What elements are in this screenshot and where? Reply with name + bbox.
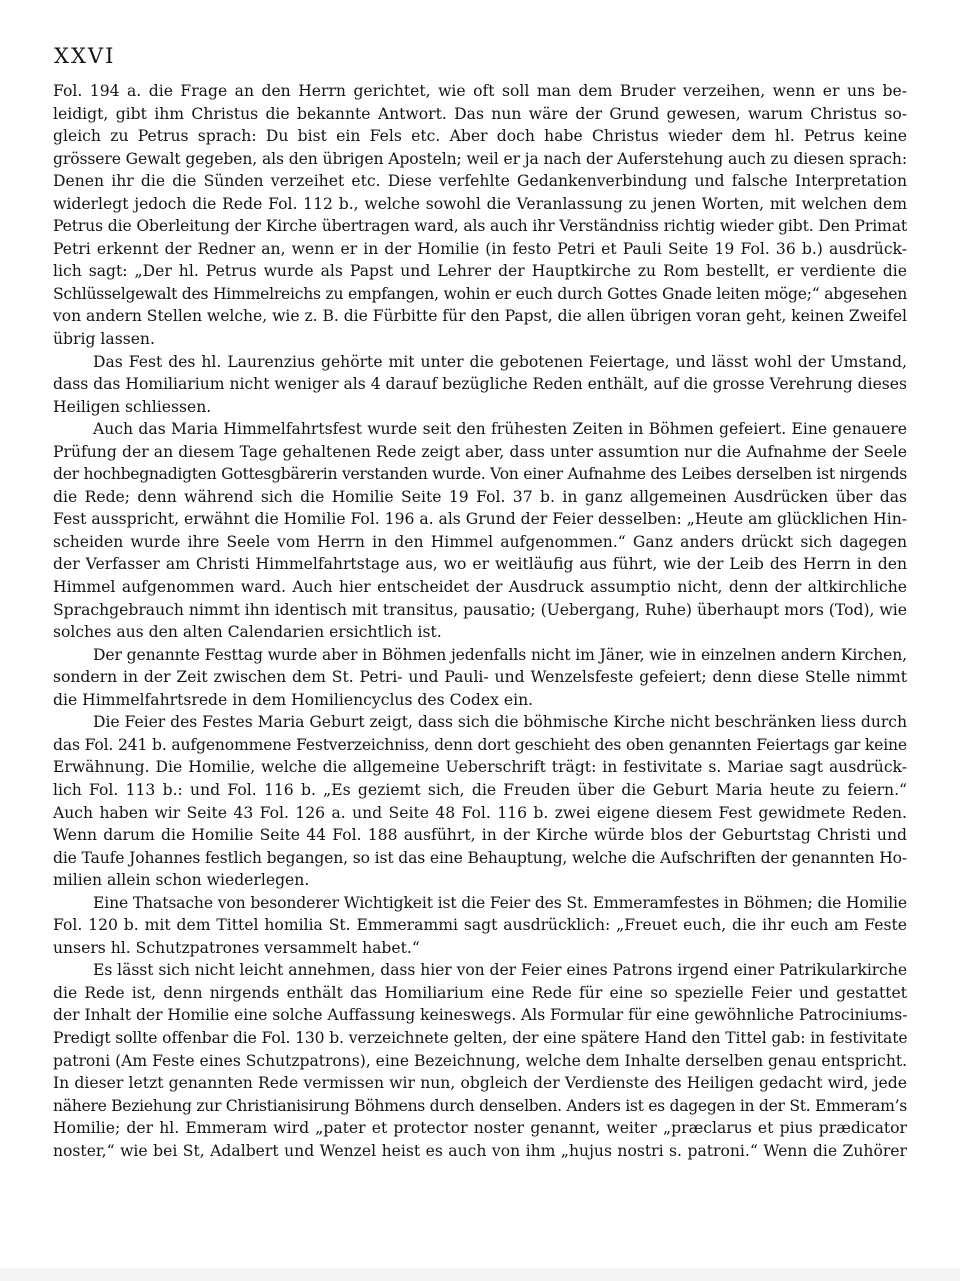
- text-line: lich Fol. 113 b.: und Fol. 116 b. „Es geziemt sich, die Freuden über die Geburt Maria heute zu feiern.“: [53, 780, 907, 799]
- text-line: Es lässt sich nicht leicht annehmen, dass hier von der Feier eines Patrons irgend einer Patrikularkirche: [93, 961, 907, 980]
- text-line: der Inhalt der Homilie eine solche Auffassung keineswegs. Als Formular für eine gewöhnliche Patrociniums-: [53, 1006, 908, 1025]
- text-line: Schlüsselgewalt des Himmelreichs zu empfangen, wohin er euch durch Gottes Gnade leiten möge;“ abgesehen: [53, 284, 907, 303]
- text-line: patroni (Am Feste eines Schutzpatrons), eine Bezeichnung, welche dem Inhalte derselben genau entspricht.: [53, 1051, 907, 1070]
- text-line: scheiden wurde ihre Seele vom Herrn in den Himmel aufgenommen.“ Ganz anders drückt sich dagegen: [53, 532, 907, 551]
- text-line: nähere Beziehung zur Christianisirung Böhmens durch denselben. Anders ist es dagegen in der St. Emmeram’s: [53, 1096, 907, 1115]
- text-line: Erwähnung. Die Homilie, welche die allgemeine Ueberschrift trägt: in festivitate s. Mariae sagt ausdrück-: [53, 758, 907, 777]
- text-line: Petri erkennt der Redner an, wenn er in der Homilie (in festo Petri et Pauli Seite 19 Fol. 36 b.) ausdrück-: [53, 239, 907, 258]
- text-line: Denen ihr die die Sünden verzeihet etc. Diese verfehlte Gedankenverbindung und falsche Interpretation: [53, 172, 907, 191]
- text-line: gleich zu Petrus sprach: Du bist ein Fels etc. Aber doch habe Christus wieder dem hl. Petrus keine: [53, 127, 907, 146]
- text-line: Auch das Maria Himmelfahrtsfest wurde seit den frühesten Zeiten in Böhmen gefeiert. Eine genauere: [93, 420, 907, 439]
- text-line: leidigt, gibt ihm Christus die bekannte Antwort. Das nun wäre der Grund gewesen, warum Christus so-: [53, 104, 907, 123]
- text-line: Eine Thatsache von besonderer Wichtigkeit ist die Feier des St. Emmeramfestes in Böhmen; die Homilie: [93, 893, 907, 912]
- text-line: Homilie; der hl. Emmeram wird „pater et protector noster genannt, weiter „præclarus et pius prædicator: [53, 1119, 907, 1138]
- text-line: die Rede ist, denn nirgends enthält das Homiliarium eine Rede für eine so spezielle Feier und gestattet: [53, 983, 907, 1002]
- page-number: XXVI: [54, 44, 116, 68]
- text-line: widerlegt jedoch die Rede Fol. 112 b., welche sowohl die Veranlassung zu jenen Worten, mit welchen dem: [53, 194, 907, 213]
- text-line: die Rede; denn während sich die Homilie Seite 19 Fol. 37 b. in ganz allgemeinen Ausdrücken über das: [53, 487, 907, 506]
- text-line: der hochbegnadigten Gottesgbärerin verstanden wurde. Von einer Aufnahme des Leibes derselben ist nirgends: [53, 465, 907, 484]
- text-line: Himmel aufgenommen ward. Auch hier entscheidet der Ausdruck assumptio nicht, denn der altkirchliche: [53, 578, 907, 597]
- text-line: übrig lassen.: [53, 330, 155, 349]
- body-text: [53, 80, 907, 1162]
- text-line: Fol. 194 a. die Frage an den Herrn gerichtet, wie oft soll man dem Bruder verzeihen, wenn er uns be-: [53, 82, 907, 100]
- text-line: Petrus die Oberleitung der Kirche übertragen ward, als auch ihr Verständniss richtig wieder gibt. Den Primat: [53, 217, 907, 236]
- text-line: Sprachgebrauch nimmt ihn identisch mit transitus, pausatio; (Uebergang, Ruhe) überhaupt mors (Tod), wie: [53, 600, 907, 619]
- text-line: Der genannte Festtag wurde aber in Böhmen jedenfalls nicht im Jäner, wie in einzelnen andern Kirchen,: [93, 645, 908, 664]
- text-line: die Taufe Johannes festlich begangen, so ist das eine Behauptung, welche die Aufschriften der genannten Ho-: [53, 848, 907, 867]
- text-line: von andern Stellen welche, wie z. B. die Fürbitte für den Papst, die allen übrigen voran geht, keinen Zweifel: [53, 307, 907, 326]
- text-line: sondern in der Zeit zwischen dem St. Petri- und Pauli- und Wenzelsfeste gefeiert; denn diese Stelle nimmt: [53, 668, 907, 687]
- text-line: unsers hl. Schutzpatrones versammelt habet.“: [53, 938, 420, 957]
- text-line: noster,“ wie bei St, Adalbert und Wenzel heist es auch von ihm „hujus nostri s. patroni.“ Wenn die Zuhörer: [53, 1141, 907, 1160]
- text-line: Prüfung der an diesem Tage gehaltenen Rede zeigt aber, dass unter assumtion nur die Aufnahme der Seele: [53, 442, 907, 461]
- text-line: grössere Gewalt gegeben, als den übrigen Aposteln; weil er ja nach der Auferstehung auch zu diesen sprach:: [53, 149, 908, 168]
- text-line: Auch haben wir Seite 43 Fol. 126 a. und Seite 48 Fol. 116 b. zwei eigene diesem Fest gewidmete Reden.: [53, 803, 907, 822]
- text-line: Fol. 120 b. mit dem Tittel homilia St. Emmerammi sagt ausdrücklich: „Freuet euch, die ihr euch am Feste: [53, 916, 907, 935]
- text-line: der Verfasser am Christi Himmelfahrtstage aus, wo er weitläufig aus führt, wie der Leib des Herrn in den: [53, 555, 907, 574]
- text-line: solches aus den alten Calendarien ersichtlich ist.: [53, 623, 442, 642]
- text-line: das Fol. 241 b. aufgenommene Festverzeichniss, denn dort geschieht des oben genannten Feiertags gar keine: [53, 735, 907, 754]
- text-line: Fest ausspricht, erwähnt die Homilie Fol. 196 a. als Grund der Feier desselben: „Heute am glücklichen Hin-: [53, 510, 907, 529]
- text-line: Das Fest des hl. Laurenzius gehörte mit unter die gebotenen Feiertage, und lässt wohl der Umstand,: [93, 352, 907, 371]
- text-line: Heiligen schliessen.: [53, 397, 212, 416]
- text-line: lich sagt: „Der hl. Petrus wurde als Papst und Lehrer der Hauptkirche zu Rom bestellt, er verdiente die: [53, 262, 907, 281]
- text-line: In dieser letzt genannten Rede vermissen wir nun, obgleich der Verdienste des Heiligen gedacht wird, jede: [53, 1074, 907, 1093]
- text-line: die Himmelfahrtsrede in dem Homiliencyclus des Codex ein.: [53, 690, 534, 709]
- text-line: Wenn darum die Homilie Seite 44 Fol. 188 ausführt, in der Kirche würde blos der Geburtstag Christi und: [53, 826, 907, 845]
- text-line: milien allein schon wiederlegen.: [53, 871, 310, 890]
- page-bottom-margin: [0, 1268, 960, 1281]
- text-line: Die Feier des Festes Maria Geburt zeigt, dass sich die böhmische Kirche nicht beschränken liess durch: [93, 713, 907, 732]
- text-line: Predigt sollte offenbar die Fol. 130 b. verzeichnete gelten, der eine spätere Hand den Tittel gab: in festivitate: [53, 1028, 908, 1047]
- text-line: dass das Homiliarium nicht weniger als 4 darauf bezügliche Reden enthält, auf die grosse Verehrung dieses: [53, 375, 907, 394]
